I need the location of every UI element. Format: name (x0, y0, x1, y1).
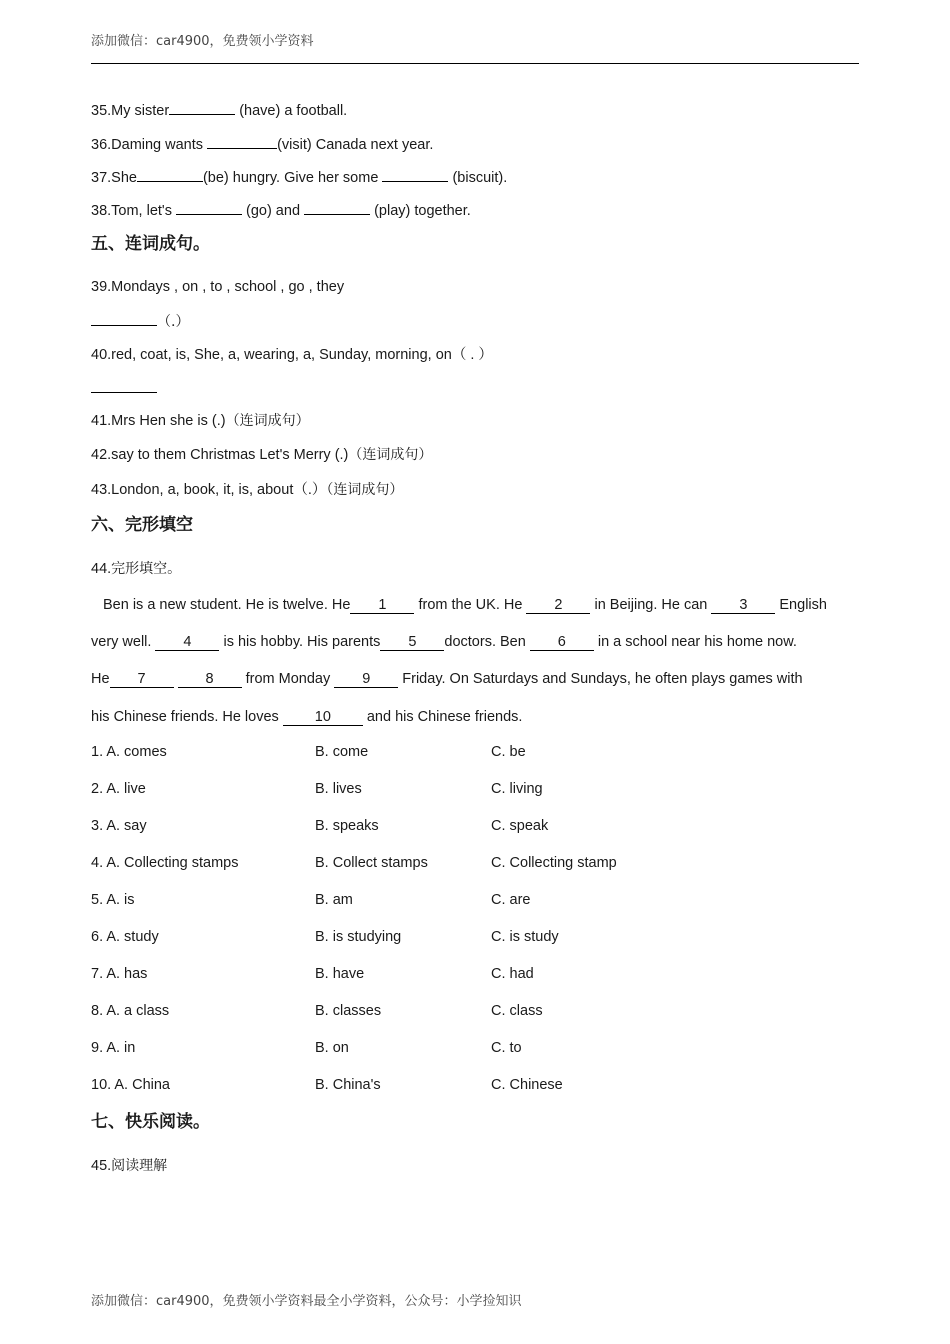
answer-blank[interactable] (304, 200, 370, 215)
answer-blank[interactable] (169, 100, 235, 115)
question-38: 38.Tom, let's (go) and (play) together. (91, 200, 471, 221)
option-1c[interactable]: C. be (491, 744, 526, 760)
footer-text: 添加微信：car4900，免费领小学资料最全小学资料，公众号：小学捡知识 (91, 1294, 522, 1309)
option-5a[interactable]: 5. A. is (91, 892, 135, 908)
cloze-line-2: very well. 4 is his hobby. His parents 5 doctors. Ben 6 in a school near his home now. (91, 634, 797, 650)
option-5b[interactable]: B. am (315, 892, 353, 908)
option-7b[interactable]: B. have (315, 966, 365, 982)
header-text: 添加微信：car4900，免费领小学资料 (91, 34, 314, 49)
question-36: 36.Daming wants (visit) Canada next year. (91, 134, 433, 155)
question-39: 39.Mondays , on , to , school , go , they (91, 279, 345, 295)
option-1b[interactable]: B. come (315, 744, 369, 760)
question-35: 35.My sister (have) a football. (91, 100, 347, 121)
option-6a[interactable]: 6. A. study (91, 929, 159, 945)
option-8c[interactable]: C. class (491, 1003, 543, 1019)
question-44-label: 44.完形填空。 (91, 561, 182, 577)
cloze-blank-3[interactable]: 3 (711, 596, 775, 614)
section-5-title: 五、连词成句。 (91, 234, 210, 254)
option-8b[interactable]: B. classes (315, 1003, 382, 1019)
cloze-line-4: his Chinese friends. He loves 10 and his Chinese friends. (91, 709, 523, 725)
question-39-answer: （.） (91, 311, 189, 332)
question-43: 43.London, a, book, it, is, about（.）（连词成句） (91, 482, 404, 498)
cloze-blank-2[interactable]: 2 (526, 596, 590, 614)
question-45-label: 45.阅读理解 (91, 1158, 168, 1174)
option-2a[interactable]: 2. A. live (91, 781, 146, 797)
option-3c[interactable]: C. speak (491, 818, 549, 834)
answer-blank[interactable] (91, 378, 157, 393)
cloze-line-3: He 7 8 from Monday 9 Friday. On Saturdays and Sundays, he often plays games with (91, 671, 803, 687)
question-40-answer (91, 378, 157, 399)
answer-blank[interactable] (382, 167, 448, 182)
cloze-blank-5[interactable]: 5 (380, 633, 444, 651)
option-10c[interactable]: C. Chinese (491, 1077, 563, 1093)
cloze-blank-1[interactable]: 1 (350, 596, 414, 614)
question-41: 41.Mrs Hen she is (.)（连词成句） (91, 413, 310, 429)
section-7-title: 七、快乐阅读。 (91, 1112, 210, 1132)
question-37: 37.She (be) hungry. Give her some (biscuit). (91, 167, 507, 188)
option-6b[interactable]: B. is studying (315, 929, 402, 945)
answer-blank[interactable] (137, 167, 203, 182)
option-3b[interactable]: B. speaks (315, 818, 379, 834)
question-42: 42.say to them Christmas Let's Merry (.)（连词成句） (91, 447, 433, 463)
cloze-blank-4[interactable]: 4 (155, 633, 219, 651)
option-10b[interactable]: B. China's (315, 1077, 381, 1093)
answer-blank[interactable] (91, 311, 157, 326)
option-9a[interactable]: 9. A. in (91, 1040, 136, 1056)
option-6c[interactable]: C. is study (491, 929, 559, 945)
answer-blank[interactable] (176, 200, 242, 215)
option-4c[interactable]: C. Collecting stamp (491, 855, 617, 871)
option-10a[interactable]: 10. A. China (91, 1077, 170, 1093)
option-2b[interactable]: B. lives (315, 781, 362, 797)
answer-blank[interactable] (207, 134, 277, 149)
option-7a[interactable]: 7. A. has (91, 966, 148, 982)
option-4b[interactable]: B. Collect stamps (315, 855, 428, 871)
option-8a[interactable]: 8. A. a class (91, 1003, 170, 1019)
option-2c[interactable]: C. living (491, 781, 543, 797)
option-1a[interactable]: 1. A. comes (91, 744, 167, 760)
cloze-blank-10[interactable]: 10 (283, 708, 363, 726)
header-divider (91, 63, 859, 64)
cloze-blank-8[interactable]: 8 (178, 670, 242, 688)
cloze-blank-9[interactable]: 9 (334, 670, 398, 688)
cloze-line-1: Ben is a new student. He is twelve. He 1 from the UK. He 2 in Beijing. He can 3 English (103, 597, 827, 613)
cloze-blank-7[interactable]: 7 (110, 670, 174, 688)
option-5c[interactable]: C. are (491, 892, 531, 908)
section-6-title: 六、完形填空 (91, 515, 193, 535)
option-4a[interactable]: 4. A. Collecting stamps (91, 855, 239, 871)
question-40: 40.red, coat, is, She, a, wearing, a, Sunday, morning, on（ . ） (91, 347, 493, 363)
option-3a[interactable]: 3. A. say (91, 818, 147, 834)
option-7c[interactable]: C. had (491, 966, 534, 982)
cloze-blank-6[interactable]: 6 (530, 633, 594, 651)
option-9c[interactable]: C. to (491, 1040, 522, 1056)
option-9b[interactable]: B. on (315, 1040, 349, 1056)
